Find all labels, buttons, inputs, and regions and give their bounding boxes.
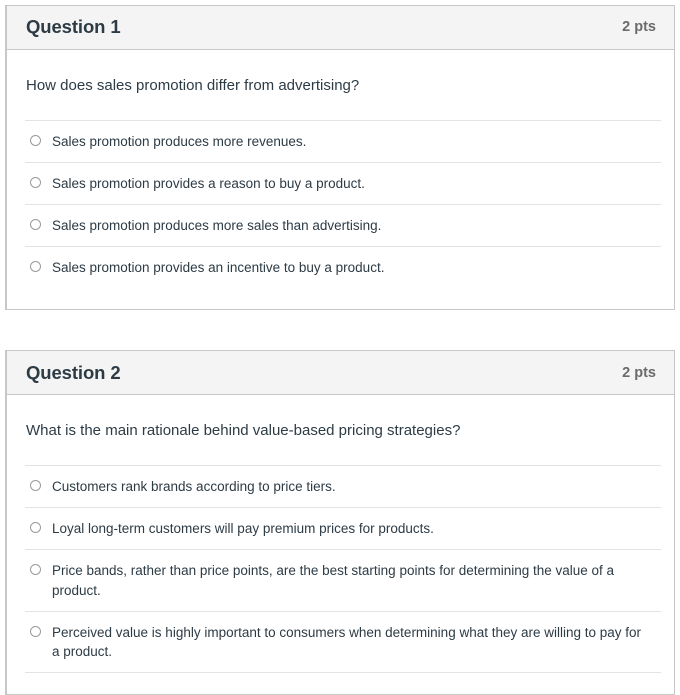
answer-option-label: Sales promotion provides a reason to buy a product. [52, 175, 365, 191]
question-prompt: How does sales promotion differ from advertising? [26, 77, 360, 94]
question-points: 2 pts [622, 19, 656, 36]
radio-unselected-icon[interactable] [30, 177, 41, 188]
radio-unselected-icon[interactable] [30, 219, 41, 230]
answer-option[interactable] [25, 246, 661, 288]
question-prompt: What is the main rationale behind value-based pricing strategies? [26, 422, 461, 440]
radio-unselected-icon[interactable] [30, 626, 41, 637]
card-spacer [7, 288, 674, 309]
radio-unselected-icon[interactable] [30, 522, 41, 533]
card-spacer [7, 673, 674, 694]
question-body [7, 395, 674, 694]
answer-option[interactable] [25, 507, 661, 549]
answer-option-label: Customers rank brands according to price tiers. [52, 479, 336, 495]
question-body [7, 50, 674, 309]
question-card [5, 350, 675, 695]
answer-option[interactable] [25, 162, 661, 204]
answer-option-label: Perceived value is highly important to consumers when determining what they are willing to pay for a product. [52, 624, 642, 659]
answer-option-label: Loyal long-term customers will pay premium prices for products. [52, 521, 434, 537]
question-title: Question 1 [26, 16, 121, 38]
question-header [7, 6, 674, 50]
answer-option[interactable] [25, 611, 661, 673]
radio-unselected-icon[interactable] [30, 135, 41, 146]
answer-options-list [7, 120, 674, 289]
question-card [5, 5, 675, 310]
answer-option-label: Sales promotion produces more revenues. [52, 133, 307, 149]
question-points: 2 pts [622, 364, 656, 381]
answer-option-label: Sales promotion produces more sales than advertising. [52, 218, 382, 234]
question-header [7, 351, 674, 395]
answer-option[interactable] [25, 465, 661, 507]
radio-unselected-icon[interactable] [30, 480, 41, 491]
answer-options-list [7, 465, 674, 673]
question-title: Question 2 [26, 361, 121, 383]
radio-unselected-icon[interactable] [30, 564, 41, 575]
answer-option-label: Price bands, rather than price points, are the best starting points for determining the value of a product. [52, 563, 615, 598]
answer-option[interactable] [25, 204, 661, 246]
answer-option-label: Sales promotion provides an incentive to buy a product. [52, 260, 385, 276]
answer-option[interactable] [25, 549, 661, 610]
radio-unselected-icon[interactable] [30, 261, 41, 272]
answer-option[interactable] [25, 120, 661, 162]
